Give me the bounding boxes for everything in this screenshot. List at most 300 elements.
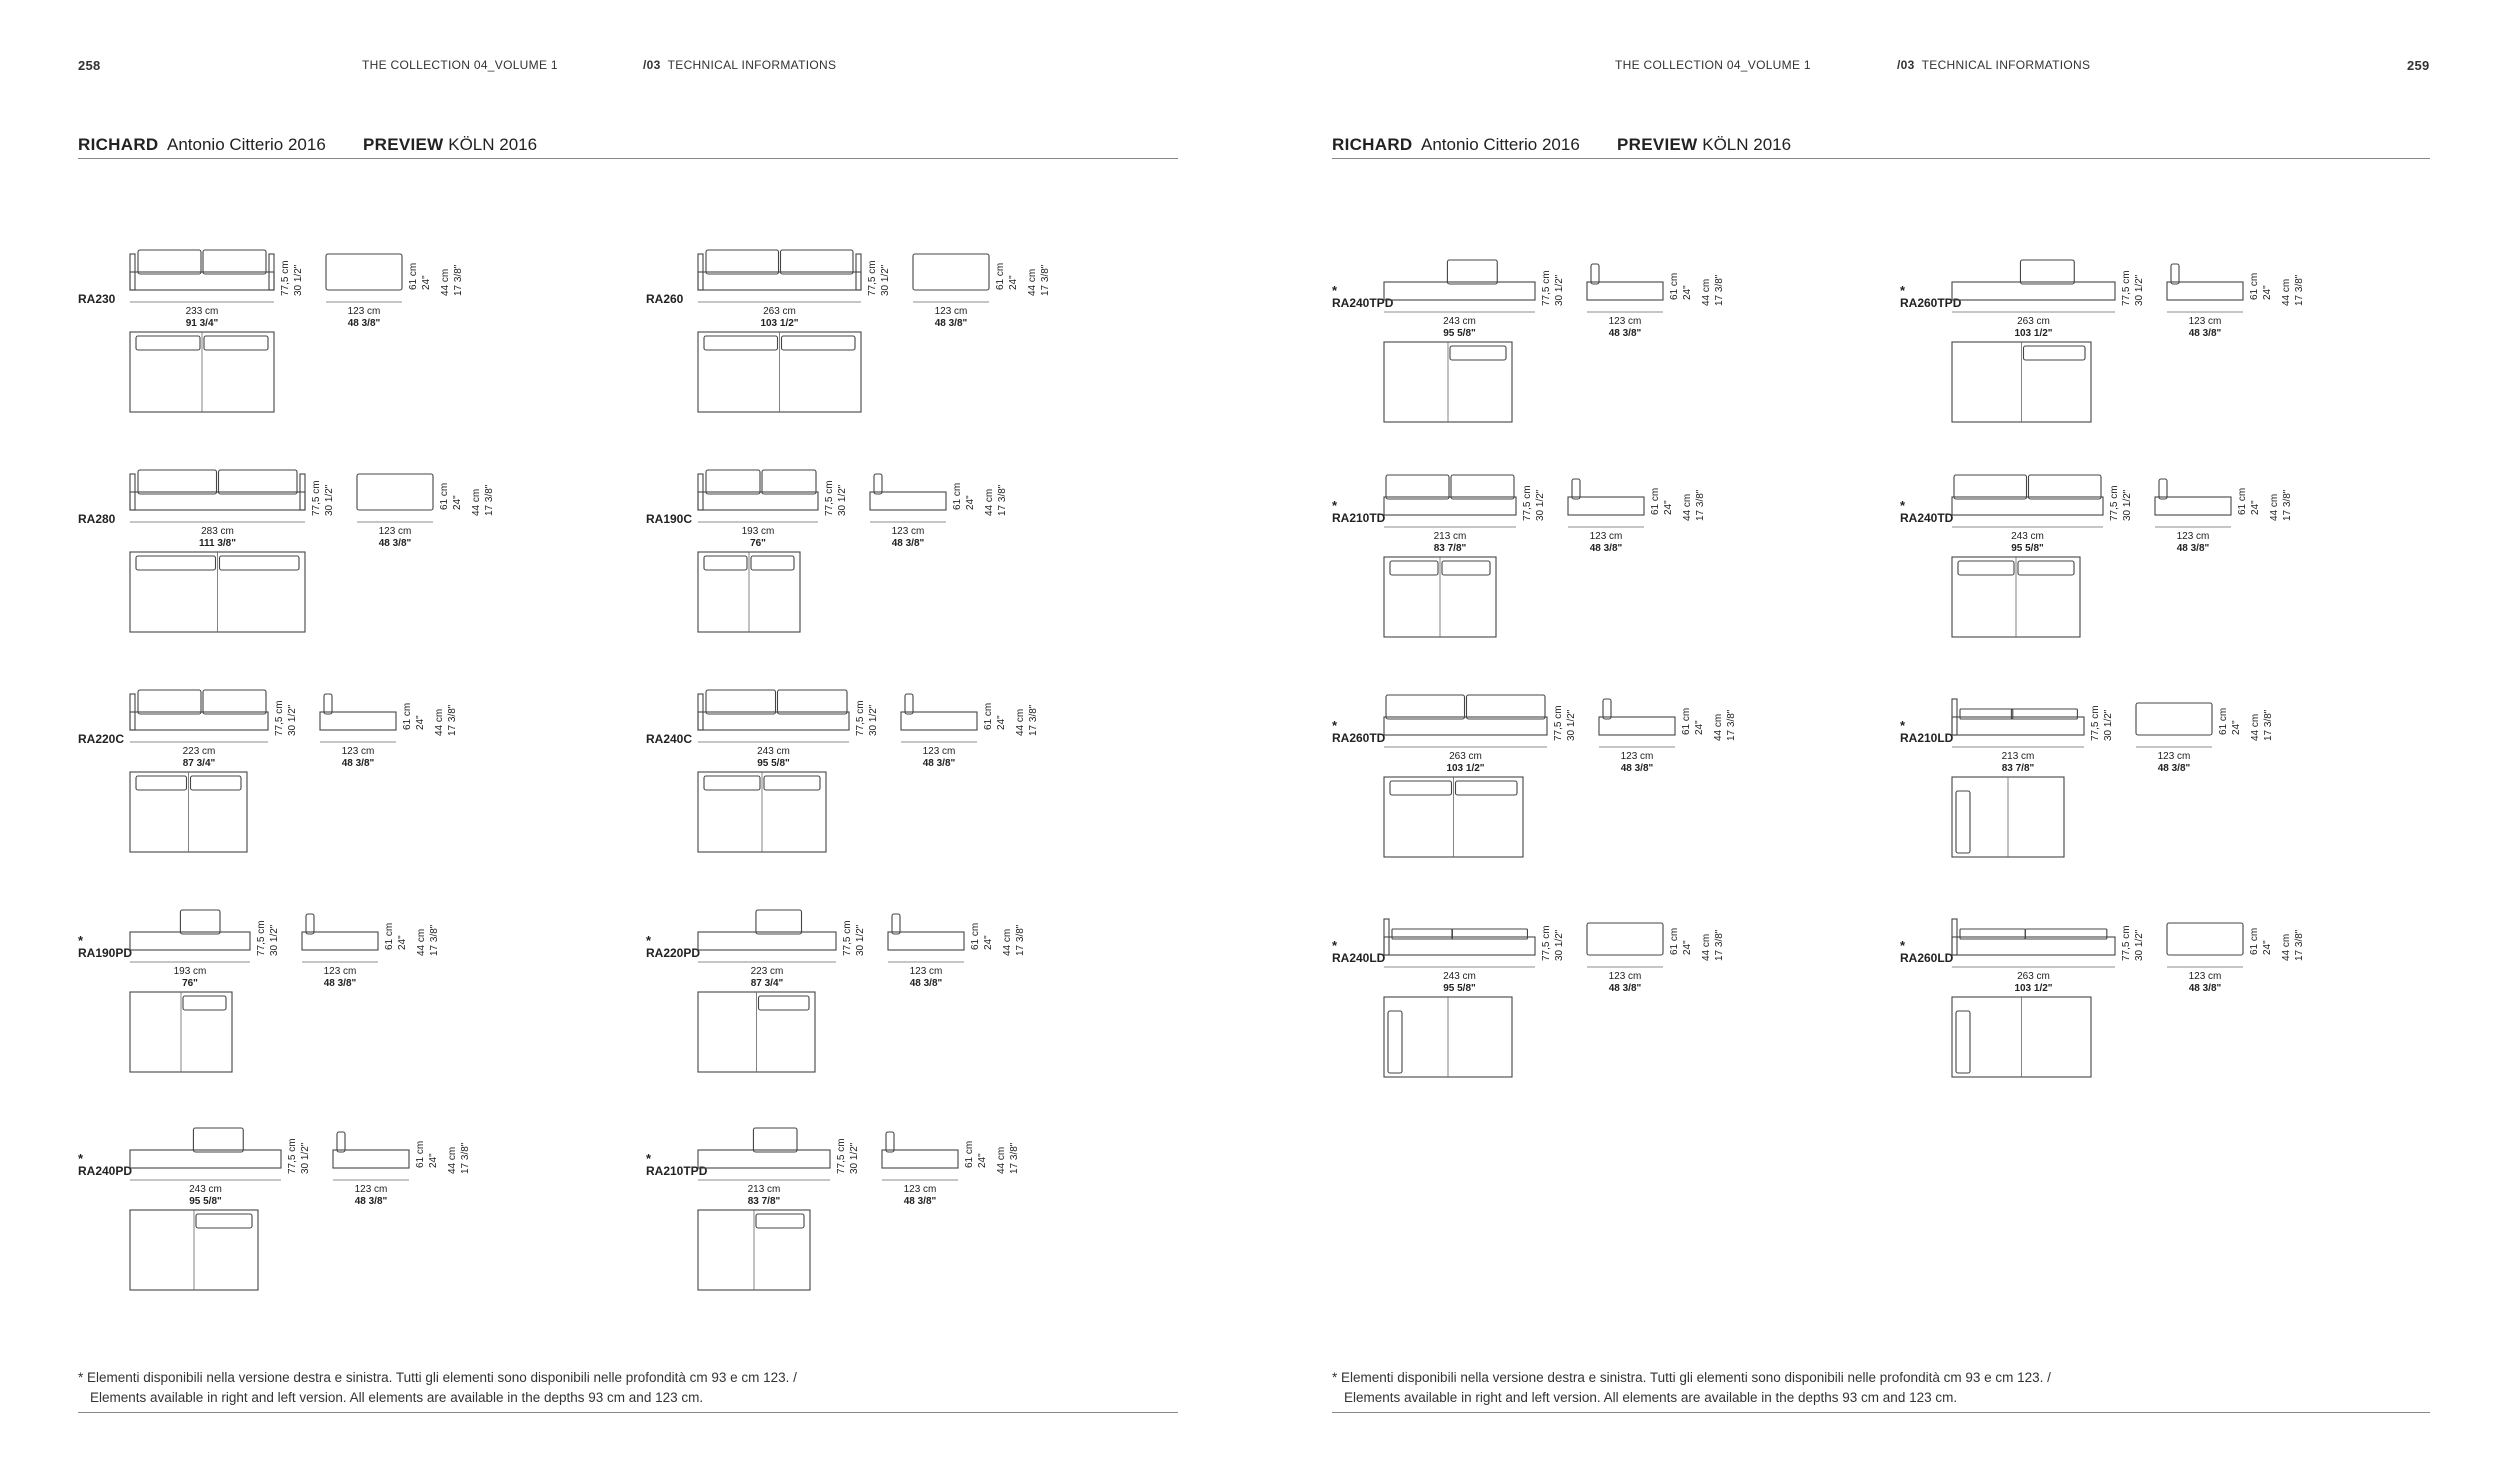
seat-height-inches: 17 3/8" xyxy=(997,484,1008,516)
product-ra240pd xyxy=(78,1118,568,1318)
seat-height-cm: 44 cm xyxy=(471,488,482,516)
width-inches: 103 1/2" xyxy=(1446,763,1485,774)
depth-cm: 123 cm xyxy=(2188,971,2222,982)
page-number: 258 xyxy=(78,58,101,73)
page-number: 259 xyxy=(2407,58,2430,73)
side-seat xyxy=(882,1150,958,1168)
back-cushion xyxy=(778,690,848,714)
height-cm: 77,5 cm xyxy=(855,700,866,736)
side-view xyxy=(882,1132,958,1168)
width-cm: 193 cm xyxy=(173,966,207,977)
height-inches: 30 1/2" xyxy=(269,924,280,956)
plan-view xyxy=(698,992,815,1072)
back-height-inches: 24" xyxy=(1694,720,1705,735)
side-view xyxy=(320,694,396,730)
plan-arm-cushion xyxy=(1956,1011,1970,1073)
variant-asterisk: * xyxy=(1332,498,1338,513)
front-view xyxy=(1384,260,1535,300)
depth-cm: 123 cm xyxy=(347,306,381,317)
sofa-base xyxy=(1384,717,1547,735)
depth-cm: 123 cm xyxy=(1589,531,1623,542)
product-ra280 xyxy=(78,460,568,660)
header-section-number: /03 xyxy=(1897,58,1915,72)
product-drawing xyxy=(78,240,568,440)
front-view xyxy=(1384,919,1535,955)
depth-inches: 48 3/8" xyxy=(1608,328,1642,339)
back-cushion xyxy=(219,470,298,494)
depth-inches: 48 3/8" xyxy=(891,538,925,549)
seat-height-inches: 17 3/8" xyxy=(1714,929,1725,961)
width-cm: 263 cm xyxy=(1449,751,1482,762)
side-back xyxy=(1591,264,1599,284)
side-body xyxy=(1587,923,1663,955)
width-cm: 283 cm xyxy=(201,526,234,537)
back-cushion xyxy=(2029,475,2102,499)
height-inches: 30 1/2" xyxy=(293,264,304,296)
height-cm: 77,5 cm xyxy=(836,1138,847,1174)
plan-back-cushion xyxy=(782,336,856,350)
product-ra190c xyxy=(646,460,1136,660)
plan-view xyxy=(130,332,274,412)
product-drawing xyxy=(646,900,1136,1100)
back-cushion xyxy=(138,250,201,274)
side-back xyxy=(874,474,882,494)
footer-divider xyxy=(78,1412,1178,1413)
product-ra190pd xyxy=(78,900,568,1100)
width-inches: 95 5/8" xyxy=(189,1196,222,1207)
back-height-inches: 24" xyxy=(1663,500,1674,515)
footer-divider xyxy=(1332,1412,2430,1413)
variant-asterisk: * xyxy=(646,1151,652,1166)
back-height-inches: 24" xyxy=(996,715,1007,730)
back-height-inches: 24" xyxy=(452,495,463,510)
plan-view xyxy=(130,552,305,632)
product-code-text: RA210TD xyxy=(1332,511,1386,525)
sofa-base xyxy=(130,932,250,950)
header-collection: THE COLLECTION 04_VOLUME 1 xyxy=(1615,58,1811,72)
designer: Antonio Citterio 2016 xyxy=(167,135,326,154)
header-collection: THE COLLECTION 04_VOLUME 1 xyxy=(362,58,558,72)
height-inches: 30 1/2" xyxy=(300,1142,311,1174)
seat-height-inches: 17 3/8" xyxy=(1028,704,1039,736)
depth-cm: 123 cm xyxy=(2157,751,2191,762)
side-view xyxy=(2136,703,2212,735)
width-inches: 95 5/8" xyxy=(1443,983,1476,994)
product-drawing xyxy=(1332,905,1822,1105)
footnote xyxy=(1332,1368,2051,1408)
collection-name: RICHARD xyxy=(1332,135,1413,154)
seat-height-cm: 44 cm xyxy=(2269,493,2280,521)
height-inches: 30 1/2" xyxy=(2103,709,2114,741)
depth-cm: 123 cm xyxy=(1620,751,1654,762)
seat-height-cm: 44 cm xyxy=(1701,933,1712,961)
height-inches: 30 1/2" xyxy=(1535,489,1546,521)
height-inches: 30 1/2" xyxy=(2134,929,2145,961)
width-cm: 263 cm xyxy=(2017,971,2050,982)
back-height-inches: 24" xyxy=(397,935,408,950)
product-ra210ld xyxy=(1900,685,2390,885)
front-view xyxy=(1952,919,2115,955)
seat-height-cm: 44 cm xyxy=(2281,278,2292,306)
preview-event: KÖLN 2016 xyxy=(1702,135,1792,154)
depth-cm: 123 cm xyxy=(934,306,968,317)
depth-cm: 123 cm xyxy=(909,966,943,977)
product-drawing xyxy=(646,1118,1136,1318)
sofa-base xyxy=(698,712,849,730)
sofa-base xyxy=(698,272,861,290)
seat-height-inches: 17 3/8" xyxy=(429,924,440,956)
back-cushion xyxy=(138,690,201,714)
width-inches: 87 3/4" xyxy=(750,978,784,989)
width-inches: 103 1/2" xyxy=(760,318,799,329)
side-view xyxy=(2167,264,2243,300)
width-inches: 83 7/8" xyxy=(747,1196,781,1207)
depth-inches: 48 3/8" xyxy=(934,318,968,329)
seat-height-cm: 44 cm xyxy=(1015,708,1026,736)
variant-asterisk: * xyxy=(1332,283,1338,298)
side-back xyxy=(886,1132,894,1152)
plan-back-cushion xyxy=(220,556,300,570)
back-height-cm: 61 cm xyxy=(2249,927,2260,955)
side-body xyxy=(2167,923,2243,955)
width-cm: 213 cm xyxy=(747,1184,781,1195)
width-cm: 243 cm xyxy=(1443,316,1476,327)
width-inches: 95 5/8" xyxy=(2011,543,2044,554)
header-section-label: TECHNICAL INFORMATIONS xyxy=(1921,58,2091,72)
product-code-text: RA260 xyxy=(646,292,684,306)
product-drawing xyxy=(1332,250,1822,450)
side-back xyxy=(2159,479,2167,499)
height-cm: 77,5 cm xyxy=(274,700,285,736)
back-height-inches: 24" xyxy=(1682,940,1693,955)
side-view xyxy=(302,914,378,950)
product-ra240ld xyxy=(1332,905,1822,1105)
seat-height-inches: 17 3/8" xyxy=(2263,709,2274,741)
side-body xyxy=(326,254,402,290)
plan-back-cushion xyxy=(136,336,200,350)
back-height-cm: 61 cm xyxy=(2218,707,2229,735)
front-view xyxy=(698,250,861,290)
depth-inches: 48 3/8" xyxy=(2188,328,2222,339)
product-drawing xyxy=(1332,465,1822,665)
variant-asterisk: * xyxy=(1900,283,1906,298)
seat-height-cm: 44 cm xyxy=(996,1146,1007,1174)
back-height-inches: 24" xyxy=(428,1153,439,1168)
depth-inches: 48 3/8" xyxy=(347,318,381,329)
width-cm: 223 cm xyxy=(750,966,784,977)
plan-back-cushion xyxy=(756,1214,804,1228)
width-inches: 91 3/4" xyxy=(185,318,219,329)
depth-inches: 48 3/8" xyxy=(341,758,375,769)
width-cm: 193 cm xyxy=(741,526,775,537)
product-drawing xyxy=(78,900,568,1100)
plan-view xyxy=(1384,342,1512,422)
side-seat xyxy=(1587,282,1663,300)
product-code-text: RA240TD xyxy=(1900,511,1954,525)
front-view xyxy=(1952,475,2103,515)
seat-height-inches: 17 3/8" xyxy=(2294,929,2305,961)
sofa-base xyxy=(1384,497,1516,515)
plan-back-cushion xyxy=(1958,561,2014,575)
plan-back-cushion xyxy=(704,556,747,570)
back-cushion xyxy=(203,250,266,274)
plan-back-cushion xyxy=(704,776,760,790)
back-height-cm: 61 cm xyxy=(1669,272,1680,300)
back-cushion xyxy=(762,470,816,494)
right-page xyxy=(1250,0,2500,1484)
seat-height-inches: 17 3/8" xyxy=(447,704,458,736)
back-height-cm: 61 cm xyxy=(952,482,963,510)
height-inches: 30 1/2" xyxy=(855,924,866,956)
width-inches: 95 5/8" xyxy=(1443,328,1476,339)
product-ra210tpd xyxy=(646,1118,1136,1318)
side-body xyxy=(357,474,433,510)
plan-arm-cushion xyxy=(1388,1011,1402,1073)
sofa-base xyxy=(698,492,818,510)
product-drawing xyxy=(1900,465,2390,665)
back-height-cm: 61 cm xyxy=(439,482,450,510)
plan-view xyxy=(1384,557,1496,637)
height-inches: 30 1/2" xyxy=(1554,929,1565,961)
back-cushion xyxy=(1386,695,1465,719)
back-cushion xyxy=(706,250,779,274)
product-ra240td xyxy=(1900,465,2390,665)
preview-event: KÖLN 2016 xyxy=(448,135,538,154)
back-cushion xyxy=(193,1128,243,1152)
seat-height-inches: 17 3/8" xyxy=(2282,489,2293,521)
plan-back-cushion xyxy=(704,336,778,350)
side-back xyxy=(1603,699,1611,719)
width-cm: 223 cm xyxy=(182,746,216,757)
side-seat xyxy=(1568,497,1644,515)
product-ra220c xyxy=(78,680,568,880)
plan-view xyxy=(1384,997,1512,1077)
back-height-inches: 24" xyxy=(1008,275,1019,290)
side-view xyxy=(1599,699,1675,735)
front-view xyxy=(1384,695,1547,735)
seat-height-inches: 17 3/8" xyxy=(1714,274,1725,306)
plan-view xyxy=(130,992,232,1072)
plan-view xyxy=(698,1210,810,1290)
footnote-italian: * Elementi disponibili nella versione destra e sinistra. Tutti gli elementi sono disponibili nelle profondità cm 93 e cm 123. / xyxy=(1332,1370,2051,1385)
sofa-base xyxy=(1952,497,2103,515)
height-cm: 77,5 cm xyxy=(287,1138,298,1174)
seat-height-inches: 17 3/8" xyxy=(1015,924,1026,956)
back-cushion xyxy=(706,690,776,714)
back-height-cm: 61 cm xyxy=(983,702,994,730)
back-cushion xyxy=(756,910,802,934)
back-cushion xyxy=(1447,260,1497,284)
sofa-base xyxy=(1952,937,2115,955)
sofa-base xyxy=(1384,282,1535,300)
product-code-text: RA260TD xyxy=(1332,731,1386,745)
width-cm: 263 cm xyxy=(763,306,796,317)
height-inches: 30 1/2" xyxy=(287,704,298,736)
side-view xyxy=(913,254,989,290)
front-view xyxy=(1952,699,2084,735)
variant-asterisk: * xyxy=(1332,938,1338,953)
back-height-cm: 61 cm xyxy=(964,1140,975,1168)
sofa-base xyxy=(1952,717,2084,735)
depth-cm: 123 cm xyxy=(354,1184,388,1195)
back-height-inches: 24" xyxy=(421,275,432,290)
depth-inches: 48 3/8" xyxy=(2188,983,2222,994)
side-view xyxy=(1587,923,1663,955)
front-view xyxy=(698,910,836,950)
height-inches: 30 1/2" xyxy=(880,264,891,296)
side-seat xyxy=(1599,717,1675,735)
width-cm: 213 cm xyxy=(2001,751,2035,762)
width-cm: 243 cm xyxy=(189,1184,222,1195)
back-height-inches: 24" xyxy=(415,715,426,730)
preview-word: PREVIEW xyxy=(363,135,444,154)
height-inches: 30 1/2" xyxy=(1554,274,1565,306)
back-height-inches: 24" xyxy=(2262,940,2273,955)
height-cm: 77,5 cm xyxy=(842,920,853,956)
width-inches: 76" xyxy=(750,538,766,549)
sofa-base xyxy=(130,492,305,510)
plan-view xyxy=(1952,997,2091,1077)
plan-view xyxy=(130,772,247,852)
seat-height-cm: 44 cm xyxy=(1002,928,1013,956)
seat-height-inches: 17 3/8" xyxy=(1040,264,1051,296)
product-code-text: RA190C xyxy=(646,512,693,526)
depth-inches: 48 3/8" xyxy=(1620,763,1654,774)
height-cm: 77,5 cm xyxy=(2121,925,2132,961)
product-code-text: RA280 xyxy=(78,512,116,526)
preview-word: PREVIEW xyxy=(1617,135,1698,154)
side-view xyxy=(888,914,964,950)
product-ra260ld xyxy=(1900,905,2390,1105)
depth-cm: 123 cm xyxy=(922,746,956,757)
product-code-text: RA260LD xyxy=(1900,951,1954,965)
plan-view xyxy=(698,772,826,852)
seat-height-cm: 44 cm xyxy=(416,928,427,956)
back-cushion xyxy=(753,1128,797,1152)
back-height-inches: 24" xyxy=(977,1153,988,1168)
plan-back-cushion xyxy=(2024,346,2086,360)
seat-height-cm: 44 cm xyxy=(1027,268,1038,296)
sofa-base xyxy=(698,1150,830,1168)
height-cm: 77,5 cm xyxy=(2121,270,2132,306)
width-inches: 87 3/4" xyxy=(182,758,216,769)
seat-height-inches: 17 3/8" xyxy=(2294,274,2305,306)
depth-cm: 123 cm xyxy=(378,526,412,537)
side-view xyxy=(2155,479,2231,515)
side-body xyxy=(2136,703,2212,735)
variant-asterisk: * xyxy=(78,933,84,948)
plan-back-cushion xyxy=(183,996,226,1010)
back-cushion xyxy=(1386,475,1449,499)
product-ra260td xyxy=(1332,685,1822,885)
seat-height-cm: 44 cm xyxy=(984,488,995,516)
variant-asterisk: * xyxy=(1900,938,1906,953)
back-height-cm: 61 cm xyxy=(415,1140,426,1168)
side-view xyxy=(326,254,402,290)
back-height-inches: 24" xyxy=(965,495,976,510)
front-view xyxy=(130,690,268,730)
height-cm: 77,5 cm xyxy=(1541,925,1552,961)
height-cm: 77,5 cm xyxy=(311,480,322,516)
seat-height-cm: 44 cm xyxy=(1713,713,1724,741)
sofa-base xyxy=(698,932,836,950)
product-code-text: RA210LD xyxy=(1900,731,1954,745)
product-code-text: RA220PD xyxy=(646,946,701,960)
product-drawing xyxy=(1900,685,2390,885)
side-seat xyxy=(2167,282,2243,300)
side-view xyxy=(870,474,946,510)
product-ra210td xyxy=(1332,465,1822,665)
depth-cm: 123 cm xyxy=(323,966,357,977)
back-cushion xyxy=(1954,475,2027,499)
width-cm: 233 cm xyxy=(185,306,219,317)
back-cushion xyxy=(203,690,266,714)
side-back xyxy=(1572,479,1580,499)
back-height-cm: 61 cm xyxy=(1650,487,1661,515)
side-view xyxy=(357,474,433,510)
height-cm: 77,5 cm xyxy=(2090,705,2101,741)
depth-cm: 123 cm xyxy=(903,1184,937,1195)
side-back xyxy=(324,694,332,714)
product-ra260 xyxy=(646,240,1136,440)
footnote-english: Elements available in right and left version. All elements are available in the depths 93 cm and 123 cm. xyxy=(90,1390,704,1405)
product-drawing xyxy=(78,680,568,880)
side-seat xyxy=(2155,497,2231,515)
product-code-text: RA190PD xyxy=(78,946,133,960)
product-code-text: RA240LD xyxy=(1332,951,1386,965)
sofa-base xyxy=(1952,282,2115,300)
variant-asterisk: * xyxy=(1900,718,1906,733)
plan-back-cushion xyxy=(196,1214,252,1228)
width-inches: 76" xyxy=(182,978,198,989)
product-code-text: RA240PD xyxy=(78,1164,133,1178)
depth-inches: 48 3/8" xyxy=(909,978,943,989)
front-view xyxy=(1384,475,1516,515)
footnote xyxy=(78,1368,797,1408)
side-back xyxy=(2171,264,2179,284)
back-height-cm: 61 cm xyxy=(970,922,981,950)
height-inches: 30 1/2" xyxy=(1566,709,1577,741)
product-code-text: RA260TPD xyxy=(1900,296,1962,310)
plan-view xyxy=(1952,777,2064,857)
width-inches: 83 7/8" xyxy=(1433,543,1467,554)
depth-inches: 48 3/8" xyxy=(2176,543,2210,554)
seat-height-cm: 44 cm xyxy=(1701,278,1712,306)
side-back xyxy=(337,1132,345,1152)
width-cm: 243 cm xyxy=(2011,531,2044,542)
depth-cm: 123 cm xyxy=(891,526,925,537)
side-seat xyxy=(870,492,946,510)
width-cm: 243 cm xyxy=(757,746,790,757)
seat-height-inches: 17 3/8" xyxy=(1726,709,1737,741)
variant-asterisk: * xyxy=(1332,718,1338,733)
seat-height-cm: 44 cm xyxy=(2250,713,2261,741)
height-inches: 30 1/2" xyxy=(837,484,848,516)
back-height-cm: 61 cm xyxy=(2237,487,2248,515)
plan-back-cushion xyxy=(136,556,216,570)
seat-height-inches: 17 3/8" xyxy=(1695,489,1706,521)
product-code-text: RA230 xyxy=(78,292,116,306)
side-seat xyxy=(888,932,964,950)
side-view xyxy=(1587,264,1663,300)
width-inches: 95 5/8" xyxy=(757,758,790,769)
height-cm: 77,5 cm xyxy=(2109,485,2120,521)
product-code-text: RA240TPD xyxy=(1332,296,1394,310)
depth-inches: 48 3/8" xyxy=(354,1196,388,1207)
depth-inches: 48 3/8" xyxy=(323,978,357,989)
side-seat xyxy=(320,712,396,730)
depth-cm: 123 cm xyxy=(341,746,375,757)
